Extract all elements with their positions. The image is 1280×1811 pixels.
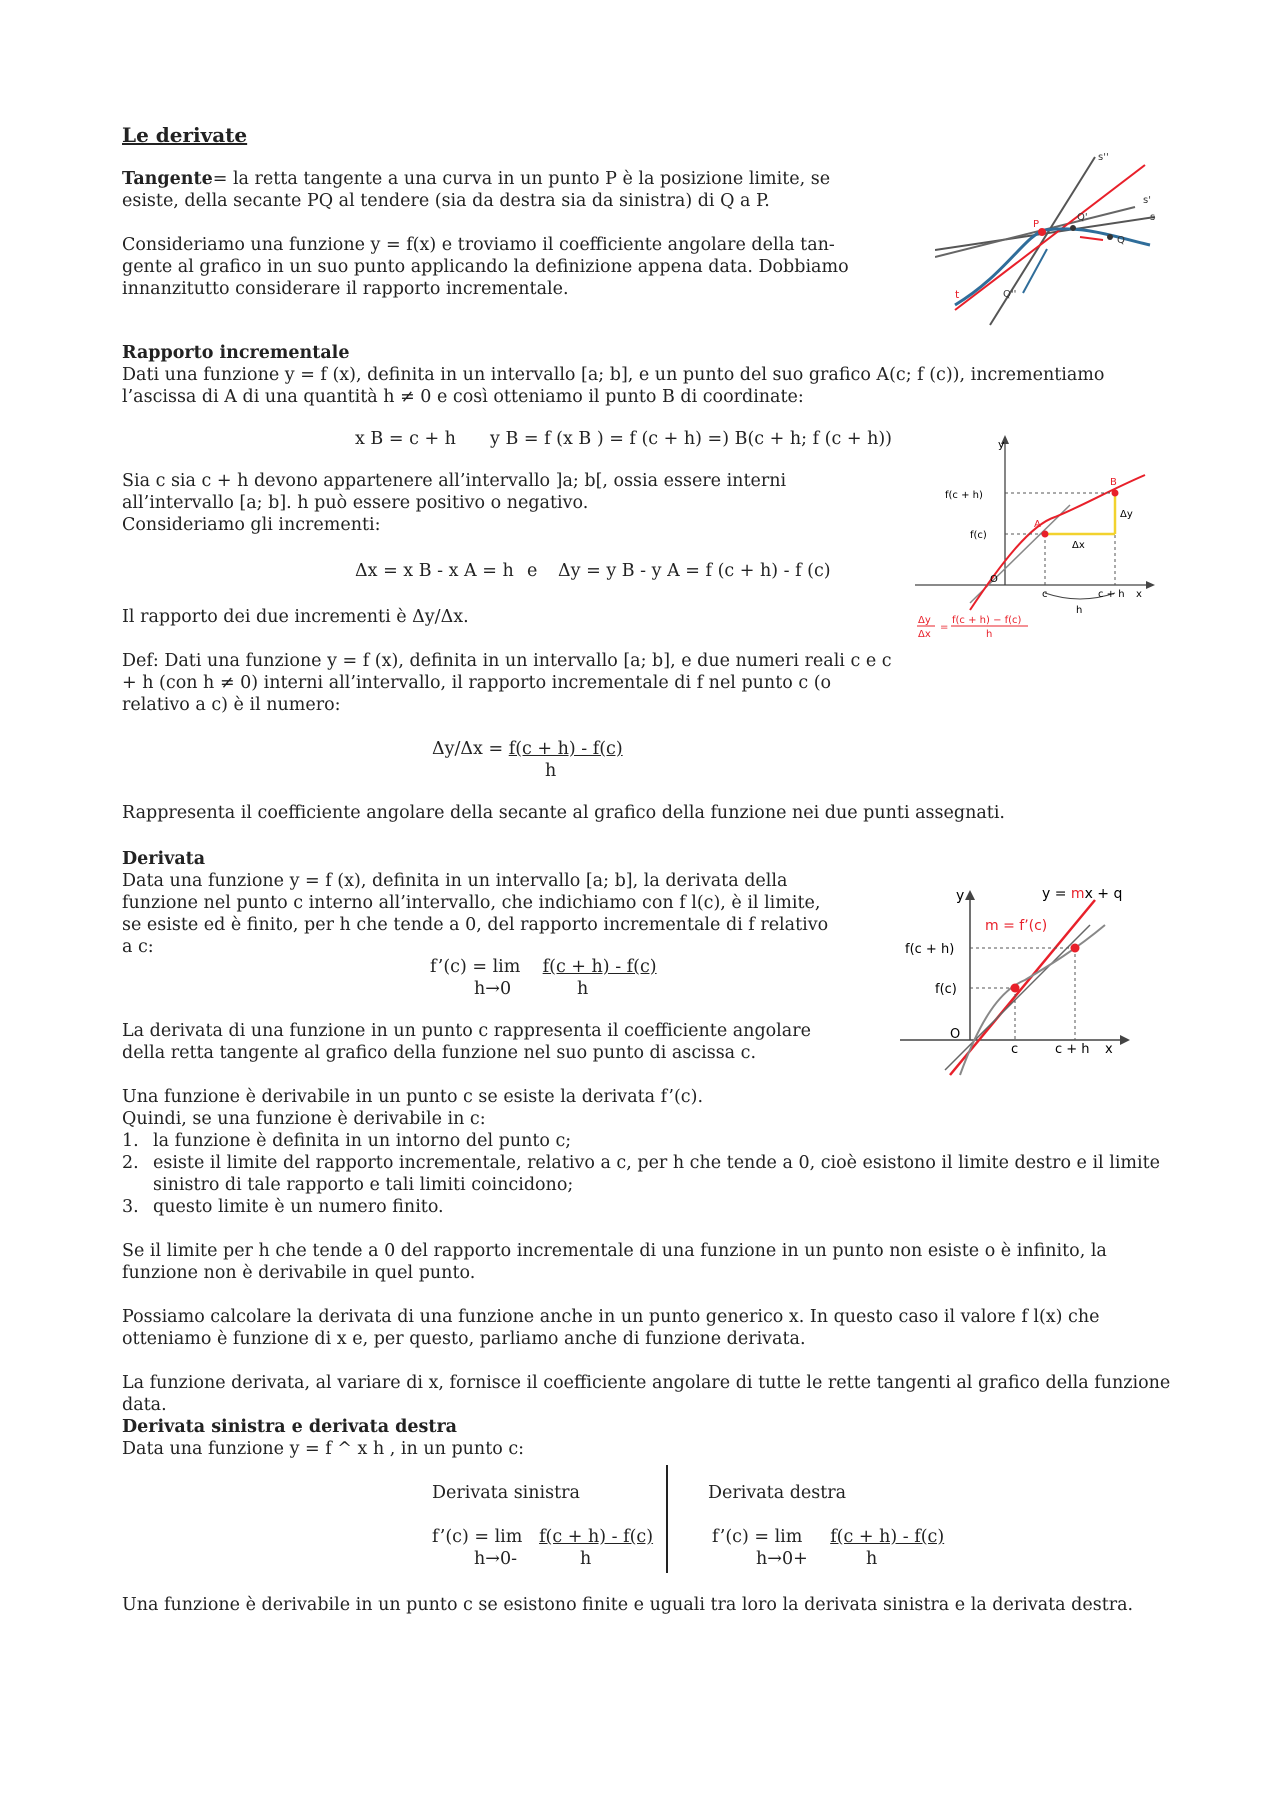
list-item [122, 1130, 1182, 1152]
derivative-tangent-figure [850, 870, 1170, 1080]
eq-m: m [1070, 886, 1085, 902]
rapporto-fraction [432, 738, 623, 760]
eq-equals: = [940, 622, 949, 633]
list-text: la funzione è definita in un intorno del punto c; [153, 1131, 572, 1151]
rapporto-rappresenta: Rappresenta il coefficiente angolare della secante al grafico della funzione nei due punti assegnati. [122, 803, 1005, 823]
label-fc: f(c) [970, 530, 987, 541]
formula-dy: Δy = y B - y A = f (c + h) - f (c) [558, 561, 831, 581]
right-numerator: f(c + h) - f(c) [830, 1527, 945, 1547]
label-q: Q [1117, 235, 1125, 246]
label-b: B [1110, 477, 1117, 488]
label-a: A [1034, 519, 1041, 530]
limit-sub-h: h [474, 979, 486, 999]
left-subscript [474, 1548, 517, 1570]
left-limit [432, 1526, 653, 1548]
arrow-icon: → [485, 1549, 500, 1569]
label-equation [1042, 886, 1122, 902]
eq-num: f(c + h) − f(c) [952, 615, 1022, 626]
list-text: esiste il limite del rapporto incrementale, relativo a c, per h che tende a 0, cioè esistono il limite destro e il limite sinistro di tale rapporto e tali limiti coincidono; [153, 1153, 1160, 1195]
list-number: 1. [122, 1131, 139, 1151]
arrow-icon: → [485, 979, 500, 999]
derivata-significato: La derivata di una funzione in un punto c rappresenta il coefficiente angolare della retta tangente al grafico della funzione nel suo punto di ascissa c. [122, 1021, 811, 1063]
left-sub-lim: 0- [499, 1549, 518, 1569]
right-title: Derivata destra [708, 1483, 847, 1503]
eq-y: y = [1042, 886, 1071, 902]
sinistra-destra-heading: Derivata sinistra e derivata destra [122, 1417, 458, 1437]
limit-sub-zero: 0 [499, 979, 512, 999]
rapporto-intro: Dati una funzione y = f (x), definita in un intervallo [a; b], e un punto del suo grafico A(c; f (c)), incrementiamo l’ascissa di A di una quantità h ≠ 0 e così otteniamo il punto B di coordinate: [122, 365, 1105, 407]
left-denominator: h [580, 1549, 592, 1569]
y-axis-arrow [965, 890, 975, 900]
limit-lhs: f’(c) = lim [430, 957, 521, 977]
derivata-derivabile: Una funzione è derivabile in un punto c se esiste la derivata f’(c). [122, 1087, 704, 1107]
eq-rest: x + q [1084, 886, 1123, 902]
x-axis-arrow [1120, 1035, 1130, 1045]
limit-subscript [474, 978, 511, 1000]
label-fch: f(c + h) [905, 942, 955, 957]
derivata-generico: Possiamo calcolare la derivata di una funzione anche in un punto generico x. In questo caso il valore f l(x) che otteniamo è funzione di x e, per questo, parliamo anche di funzione derivata. [122, 1307, 1100, 1349]
tangent-secant-figure [935, 145, 1175, 330]
label-fch: f(c + h) [945, 490, 983, 501]
label-o: O [950, 1027, 961, 1042]
incremental-ratio-figure [910, 435, 1160, 650]
x-axis-arrow [1146, 581, 1155, 589]
arrow-icon: → [767, 1549, 782, 1569]
derivata-intro: Data una funzione y = f (x), definita in un intervallo [a; b], la derivata della funzione nel punto c interno all’intervallo, che indichiamo con f l(c), è il limite, se esiste ed è finito, per h che tende a 0, del rapporto incrementale di f relativo a c: [122, 871, 829, 957]
left-lhs: f’(c) = lim [432, 1527, 523, 1547]
rapporto-incrementi: Consideriamo gli incrementi: [122, 515, 381, 535]
conditions-list [122, 1130, 1182, 1218]
label-c: c [1011, 1042, 1019, 1057]
eq-dy: Δy [918, 615, 931, 626]
label-p: P [1033, 219, 1040, 230]
label-h: h [1076, 605, 1083, 616]
sinistra-destra-conclusione: Una funzione è derivabile in un punto c se esistono finite e uguali tra loro la derivata sinistra e la derivata destra. [122, 1595, 1134, 1615]
point-b [1112, 490, 1119, 497]
label-x: x [1105, 1042, 1113, 1057]
list-number: 2. [122, 1153, 139, 1173]
list-number: 3. [122, 1197, 139, 1217]
label-o: O [990, 574, 998, 585]
label-q1: Q' [1077, 212, 1088, 223]
label-c: c [1042, 589, 1048, 600]
list-item [122, 1152, 1182, 1196]
left-sub-h: h [474, 1549, 486, 1569]
point-q [1107, 234, 1113, 240]
tangente-text: = la retta tangente a una curva in un punto P è la posizione limite, se esiste, della secante PQ al tendere (sia da destra sia da sinistra) di Q a P. [122, 169, 831, 211]
point-p [1038, 228, 1046, 236]
label-s: s [1150, 212, 1156, 223]
fraction-lhs: Δy/Δx = [432, 739, 509, 759]
rapporto-heading: Rapporto incrementale [122, 343, 350, 363]
label-y: y [956, 888, 965, 904]
rapporto-interni: Sia c sia c + h devono appartenere all’intervallo ]a; b[, ossia essere interni all’intervallo [a; b]. h può essere positivo o negativo. [122, 471, 787, 513]
right-sub-lim: 0+ [781, 1549, 808, 1569]
right-denominator: h [866, 1549, 878, 1569]
label-s2: s'' [1098, 152, 1109, 163]
label-y: y [998, 438, 1005, 451]
point-a [1042, 531, 1049, 538]
point-c [1011, 984, 1020, 993]
left-numerator: f(c + h) - f(c) [539, 1527, 654, 1547]
label-dy: Δy [1120, 509, 1133, 520]
label-x: x [1136, 589, 1142, 600]
derivata-heading: Derivata [122, 849, 206, 869]
list-text: questo limite è un numero finito. [153, 1197, 444, 1217]
right-subscript [756, 1548, 808, 1570]
fraction-denominator: h [545, 761, 557, 781]
label-m: m = f’(c) [985, 918, 1048, 934]
column-divider [666, 1465, 668, 1573]
q-arrow [1080, 237, 1103, 240]
sinistra-destra-intro: Data una funzione y = f ^ x h , in un punto c: [122, 1439, 525, 1459]
derivata-limit [430, 956, 657, 978]
derivata-quindi: Quindi, se una funzione è derivabile in c: [122, 1109, 486, 1129]
limit-denominator: h [577, 979, 589, 999]
right-sub-h: h [756, 1549, 768, 1569]
tangente-paragraph: Consideriamo una funzione y = f(x) e troviamo il coefficiente angolare della tan- gente al grafico in un suo punto applicando la definizione appena data. Dobbiamo innanzitutto considerare il rapporto incrementale. [122, 235, 849, 299]
derivata-funzione: La funzione derivata, al variare di x, fornisce il coefficiente angolare di tutte le rette tangenti al grafico della funzione data. [122, 1373, 1171, 1415]
formula-e: e [527, 561, 538, 581]
point-ch [1071, 944, 1080, 953]
label-dx: Δx [1072, 540, 1085, 551]
eq-den: h [986, 629, 993, 640]
label-t: t [955, 288, 960, 301]
tangente-definition [122, 168, 882, 212]
right-limit [712, 1526, 944, 1548]
formula-xb: x B = c + h [355, 429, 456, 449]
label-fc: f(c) [935, 982, 957, 997]
rapporto-text: Il rapporto dei due incrementi è Δy/Δx. [122, 607, 469, 627]
label-q2: Q'' [1003, 289, 1017, 300]
formula-dx: Δx = x B - x A = h [355, 561, 514, 581]
point-q1 [1070, 225, 1076, 231]
limit-numerator: f(c + h) - f(c) [542, 957, 657, 977]
page-title: Le derivate [122, 123, 248, 147]
derivata-nonderivabile: Se il limite per h che tende a 0 del rapporto incrementale di una funzione in un punto non esiste o è infinito, la funzione non è derivabile in quel punto. [122, 1241, 1107, 1283]
right-lhs: f’(c) = lim [712, 1527, 803, 1547]
left-title: Derivata sinistra [432, 1483, 580, 1503]
list-item [122, 1196, 1182, 1218]
formula-yb: y B = f (x B ) = f (c + h) =) B(c + h; f (c + h)) [490, 429, 892, 449]
label-s1: s' [1143, 195, 1151, 206]
label-ch: c + h [1098, 589, 1125, 600]
rapporto-definition: Def: Dati una funzione y = f (x), definita in un intervallo [a; b], e due numeri reali c e c + h (con h ≠ 0) interni all’intervallo, il rapporto incrementale di f nel punto c (o relativo a c) è il numero: [122, 651, 892, 715]
eq-dx: Δx [918, 629, 931, 640]
fraction-numerator: f(c + h) - f(c) [508, 739, 623, 759]
label-ch: c + h [1055, 1042, 1090, 1057]
tangente-label: Tangente [122, 169, 213, 189]
